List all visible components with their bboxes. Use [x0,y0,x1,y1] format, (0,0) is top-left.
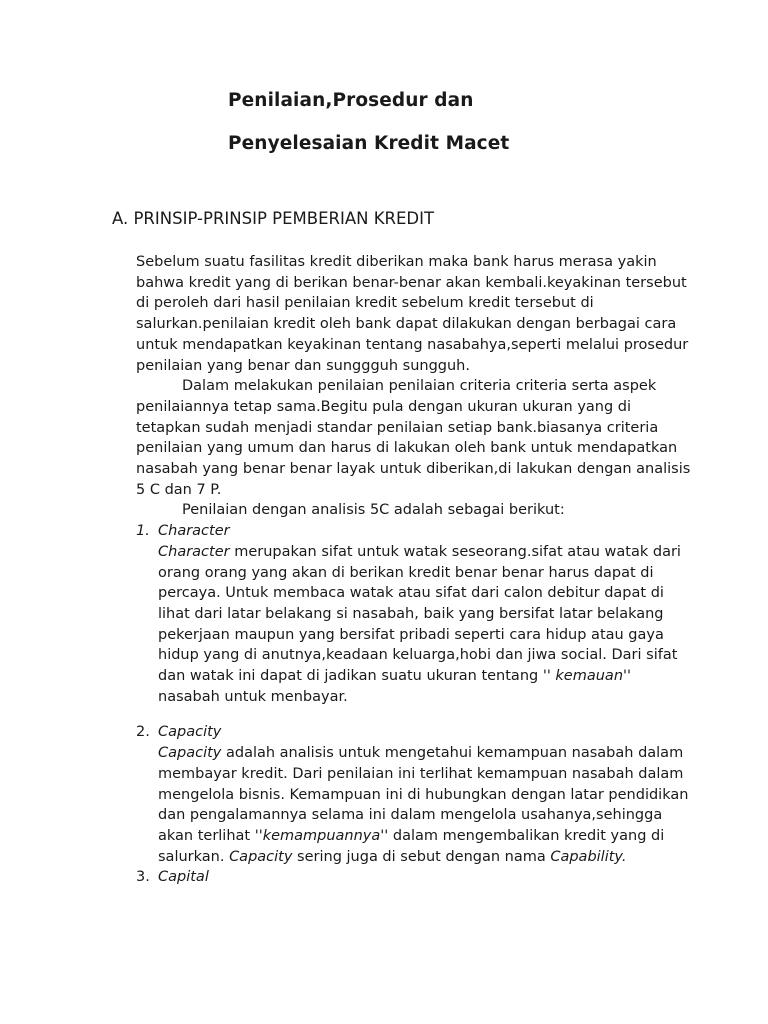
term-emphasis: Character [158,543,230,560]
text-segment: dalam mengembalikan kredit yang di salurkan. [158,827,665,865]
quoted-term: '' kemauan'' [542,668,631,685]
text-segment: sering juga di sebut dengan nama [292,848,551,865]
list-item-text [158,542,696,708]
list-item-heading: Capital [158,869,209,886]
list-number: 1. [136,523,150,540]
text-segment: merupakan sifat untuk watak seseorang.sifat atau watak dari orang orang yang akan di berikan kredit benar benar harus dapat di percaya. Untuk membaca watak atau sifat dari calon debitur dapat di lihat dari latar belakang si nasabah, baik yang bersifat latar belakang pekerjaan maupun yang bersifat pribadi seperti cara hidup atau gaya hidup yang di anutnya,keadaan keluarga,hobi dan jiwa social. Dari sifat dan watak ini dapat di jadikan suatu ukuran tentang [158,543,681,685]
list-item-heading: Character [158,523,230,540]
list-number: 3. [136,869,150,886]
text-segment: adalah analisis untuk mengetahui kemampuan nasabah dalam membayar kredit. Dari penilaian ini terlihat kemampuan nasabah dalam mengelola bisnis. Kemampuan ini di hubungkan dengan latar pendidikan dan pengalamannya selama ini dalam mengelola usahanya,sehingga akan terlihat [158,745,689,844]
quoted-term: ''kemampuannya'' [254,827,389,844]
term-emphasis: Capability. [550,848,627,865]
intro-paragraph-2: Dalam melakukan penilaian penilaian criteria criteria serta aspek penilaiannya tetap sama.Begitu pula dengan ukuran ukuran yang di tetapkan sudah menjadi standar penilaian setiap bank.biasanya criteria penilaian yang umum dan harus di lakukan oleh bank untuk mendapatkan nasabah yang benar benar layak untuk diberikan,di lakukan dengan analisis 5 C dan 7 P. [136,378,691,498]
list-item-character [136,521,696,707]
text-segment: nasabah untuk menbayar. [158,688,348,705]
term-emphasis: Capacity [158,745,222,762]
intro-paragraph-3: Penilaian dengan analisis 5C adalah sebagai berikut: [182,502,565,519]
list-item-capital [136,867,696,888]
document-title-line-2: Penyelesaian Kredit Macet [228,133,510,154]
spacer [136,707,696,722]
list-item-capacity [136,722,696,867]
list-item-heading: Capacity [158,724,222,741]
list-item-text [158,743,696,867]
term-emphasis: Capacity [229,848,293,865]
intro-paragraph-1: Sebelum suatu fasilitas kredit diberikan maka bank harus merasa yakin bahwa kredit yang di berikan benar-benar akan kembali.keyakinan tersebut di peroleh dari hasil penilaian kredit sebelum kredit tersebut di salurkan.penilaian kredit oleh bank dapat dilakukan dengan berbagai cara untuk mendapatkan keyakinan tentang nasabahya,seperti melalui prosedur penilaian yang benar dan sunggguh sungguh. [136,254,689,374]
document-body [136,252,696,888]
document-title-line-1: Penilaian,Prosedur dan [228,90,474,111]
list-number: 2. [136,724,150,741]
section-heading: A. PRINSIP-PRINSIP PEMBERIAN KREDIT [112,209,435,228]
